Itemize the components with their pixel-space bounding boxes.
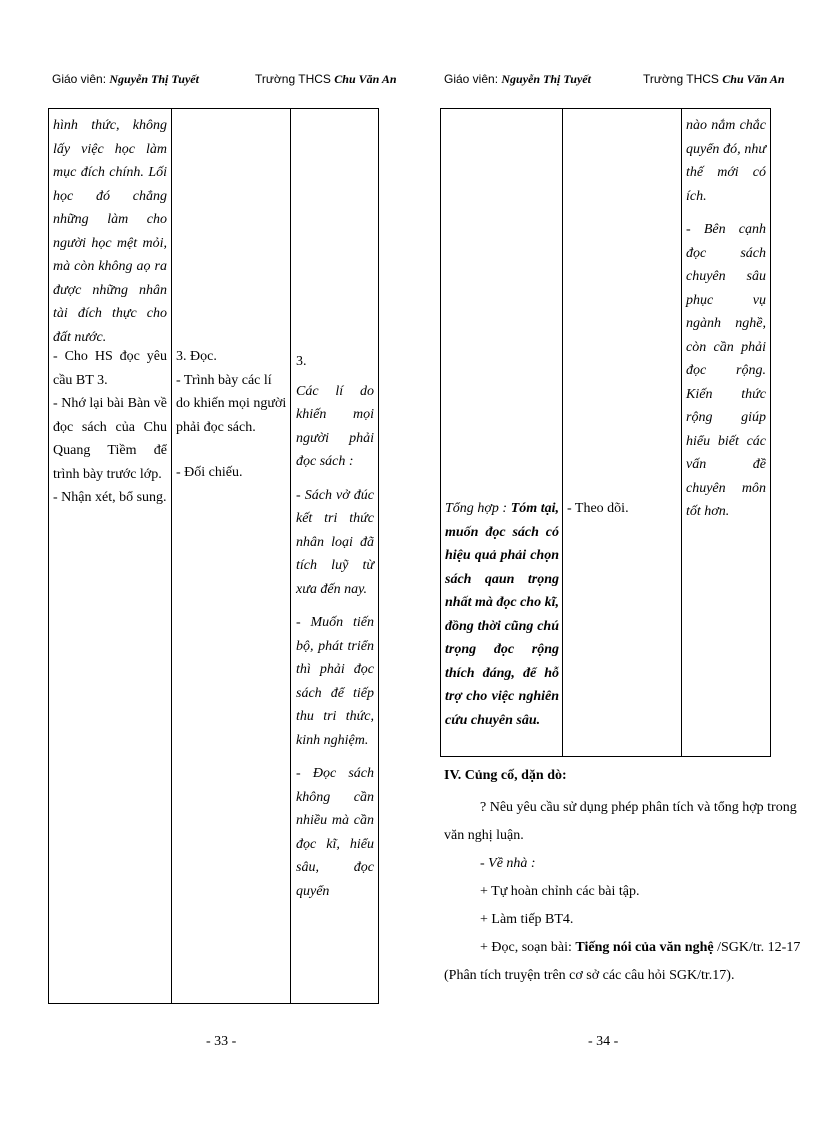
right-home-item-2: + Làm tiếp BT4.	[480, 912, 574, 927]
right-home-item-3-note: (Phân tích truyện trên cơ sở các câu hỏi SGK/tr.17).	[444, 968, 735, 983]
right-question-line-2: văn nghị luận.	[444, 828, 524, 843]
right-table-divider-2	[681, 108, 682, 757]
left-col3-cell	[296, 350, 374, 913]
left-col3-point-1: - Sách vở đúc kết tri thức nhân loại đã tích luỹ từ xưa đến nay.	[296, 487, 374, 597]
left-table-divider-2	[290, 108, 291, 1004]
right-col1-summary-body: Tóm tại, muốn đọc sách có hiệu quả phải chọn sách qaun trọng nhất mà đọc cho kĩ, đồng thời cũng chú trọng đọc rộng thích đáng, để hỗ trợ cho việc nghiên cứu chuyên sâu.	[445, 501, 559, 728]
right-col1-summary	[445, 497, 559, 732]
right-col3-cell	[686, 114, 766, 534]
right-header-school: Trường THCS Chu Văn An	[643, 72, 785, 86]
left-col3-point-2: - Muốn tiến bộ, phát triển thì phải đọc sách để tiếp thu tri thức, kinh nghiệm.	[296, 615, 374, 748]
left-col1-top-text: hình thức, không lấy việc học làm mục đích chính. Lối học đó chẳng những làm cho người học mệt mỏi, mà còn không aọ ra được những nhân tài đích thực cho đất nước.	[53, 118, 167, 345]
left-col2-cell	[176, 345, 288, 485]
left-header-teacher: Giáo viên: Nguyễn Thị Tuyết	[52, 72, 199, 86]
left-col3-number: 3.	[296, 354, 307, 369]
left-table-bottom-border	[48, 1003, 379, 1004]
left-col2-compare: - Đối chiếu.	[176, 465, 243, 480]
right-col3-point-1: nào nắm chắc quyển đó, như thế mới có ích.	[686, 118, 766, 204]
right-question-line-1: ? Nêu yêu cầu sử dụng phép phân tích và tổng hợp trong	[480, 800, 797, 815]
left-col2-title: 3. Đọc.	[176, 349, 217, 364]
right-table-bottom-border	[440, 756, 771, 757]
left-table-left-border	[48, 108, 49, 1004]
right-home-item-1: + Tự hoàn chỉnh các bài tập.	[480, 884, 640, 899]
right-col1-summary-label: Tổng hợp :	[445, 501, 508, 516]
left-col1-task-text: - Cho HS đọc yêu cầu BT 3. - Nhớ lại bài Bàn về đọc sách của Chu Quang Tiềm để trình bày trước lớp. - Nhận xét, bổ sung.	[53, 349, 167, 505]
right-col2-follow: - Theo dõi.	[567, 501, 629, 516]
right-home-item-3: + Đọc, soạn bài: Tiếng nói của văn nghệ /SGK/tr. 12-17	[480, 940, 801, 955]
right-home-label: - Về nhà :	[480, 856, 536, 871]
right-page-number: - 34 -	[588, 1034, 619, 1049]
left-col2-task: - Trình bày các lí do khiến mọi người phải đọc sách.	[176, 372, 287, 435]
left-header-school: Trường THCS Chu Văn An	[255, 72, 397, 86]
right-col3-point-2: - Bên cạnh đọc sách chuyên sâu phục vụ ngành nghề, còn cần phải đọc rộng. Kiến thức rộng giúp hiểu biết các vấn đề chuyên môn tốt hơn.	[686, 222, 766, 519]
right-table-divider-1	[562, 108, 563, 757]
right-table-right-border	[770, 108, 771, 757]
right-header-teacher: Giáo viên: Nguyễn Thị Tuyết	[444, 72, 591, 86]
left-table-divider-1	[171, 108, 172, 1004]
right-table-left-border	[440, 108, 441, 757]
right-section-title: IV. Củng cố, dặn dò:	[444, 768, 567, 783]
left-page-number: - 33 -	[206, 1034, 237, 1049]
left-col3-heading: Các lí do khiến mọi người phải đọc sách :	[296, 383, 374, 469]
left-table-top-border	[48, 108, 379, 109]
left-table-right-border	[378, 108, 379, 1004]
right-table-top-border	[440, 108, 771, 109]
left-col3-point-3: - Đọc sách không cần nhiều mà cần đọc kĩ, hiểu sâu, đọc quyển	[296, 766, 374, 899]
